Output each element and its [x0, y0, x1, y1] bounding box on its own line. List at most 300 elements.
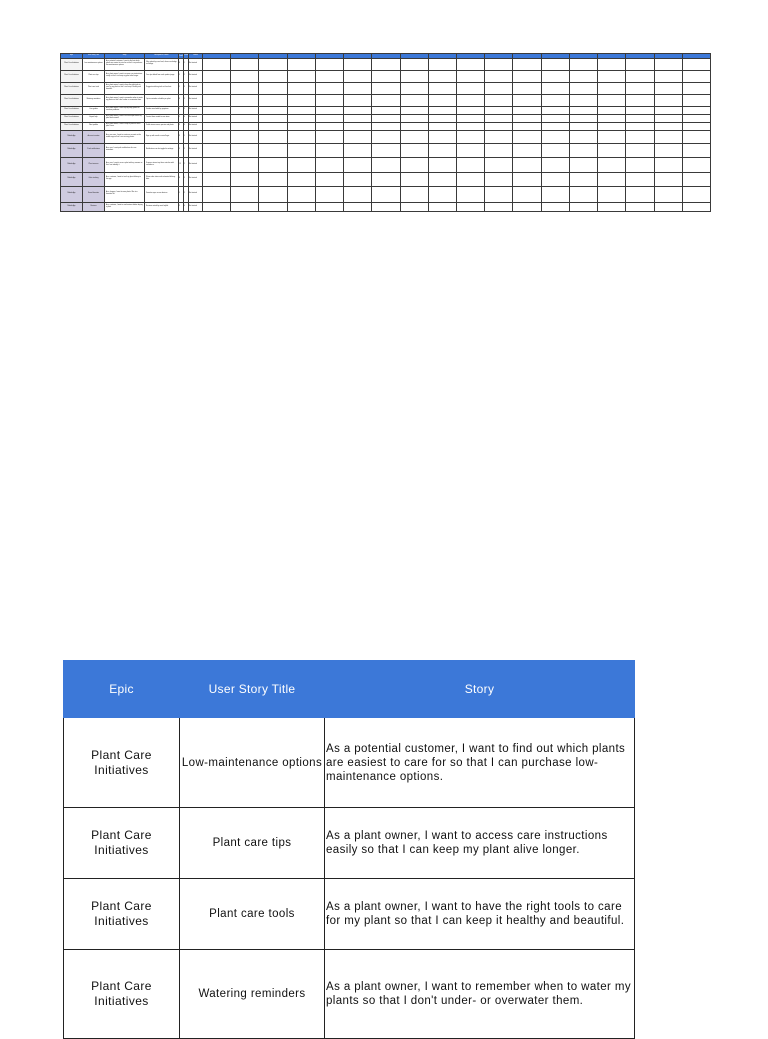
- thumbnail-empty-cell: [259, 82, 287, 94]
- thumbnail-empty-cell: [626, 157, 654, 172]
- thumbnail-title-cell: Plant scanner: [83, 157, 105, 172]
- thumbnail-empty-cell: [654, 202, 682, 211]
- thumbnail-empty-cell: [682, 106, 710, 114]
- thumbnail-empty-cell: [598, 143, 626, 157]
- thumbnail-row: [61, 94, 711, 106]
- thumbnail-empty-cell: [626, 122, 654, 130]
- thumbnail-empty-cell: [513, 70, 541, 82]
- thumbnail-empty-cell: [541, 130, 569, 143]
- thumbnail-empty-cell: [654, 143, 682, 157]
- sheet-thumbnail: [60, 53, 711, 212]
- thumbnail-empty-cell: [372, 106, 400, 114]
- thumbnail-title-cell: Expert help: [83, 114, 105, 122]
- thumbnail-empty-cell: [682, 130, 710, 143]
- thumbnail-row: [61, 130, 711, 143]
- thumbnail-empty-cell: [259, 114, 287, 122]
- thumbnail-empty-cell: [485, 143, 513, 157]
- thumbnail-empty-cell: [541, 94, 569, 106]
- epic-cell: Plant Care Initiatives: [64, 879, 180, 950]
- user-story-table: [63, 660, 635, 1039]
- thumbnail-empty-cell: [372, 114, 400, 122]
- thumbnail-empty-cell: [569, 186, 597, 202]
- thumbnail-epic-cell: Mobile App: [61, 202, 83, 211]
- thumbnail-empty-cell: [372, 70, 400, 82]
- thumbnail-empty-cell: [682, 58, 710, 70]
- thumbnail-empty-cell: [598, 186, 626, 202]
- thumbnail-empty-cell: [231, 106, 259, 114]
- story-row: [64, 950, 635, 1039]
- thumbnail-row: [61, 202, 711, 211]
- thumbnail-points-cell: 13: [179, 157, 184, 172]
- story-row: [64, 879, 635, 950]
- thumbnail-empty-cell: [654, 186, 682, 202]
- thumbnail-header-cell: Epic: [61, 54, 83, 59]
- thumbnail-empty-cell: [287, 143, 315, 157]
- thumbnail-title-cell: Care guides: [83, 106, 105, 114]
- thumbnail-empty-cell: [598, 172, 626, 186]
- thumbnail-row: [61, 106, 711, 114]
- thumbnail-title-cell: Plant profiles: [83, 122, 105, 130]
- thumbnail-empty-cell: [456, 114, 484, 122]
- thumbnail-empty-cell: [203, 70, 231, 82]
- thumbnail-empty-cell: [654, 58, 682, 70]
- thumbnail-empty-cell: [456, 186, 484, 202]
- story-cell: As a plant owner, I want to access care instructions easily so that I can keep my plant alive longer.: [325, 808, 635, 879]
- thumbnail-points-cell: 5: [179, 70, 184, 82]
- thumbnail-empty-cell: [203, 202, 231, 211]
- thumbnail-empty-cell: [315, 82, 343, 94]
- thumbnail-empty-cell: [203, 130, 231, 143]
- thumbnail-empty-cell: [287, 58, 315, 70]
- thumbnail-criteria-cell: Show order status and estimated delivery date.: [145, 172, 179, 186]
- thumbnail-status-cell: Not started: [189, 122, 203, 130]
- thumbnail-empty-cell: [231, 82, 259, 94]
- thumbnail-empty-cell: [598, 106, 626, 114]
- thumbnail-empty-cell: [598, 130, 626, 143]
- thumbnail-epic-cell: Plant Care Initiatives: [61, 58, 83, 70]
- thumbnail-empty-cell: [428, 202, 456, 211]
- thumbnail-story-cell: As a plant owner, I want to remember when to water my plants so that I don't under- or overwater them.: [105, 94, 145, 106]
- thumbnail-priority-cell: 3: [184, 172, 189, 186]
- epic-column-header: Epic: [64, 661, 180, 718]
- thumbnail-status-cell: Not started: [189, 94, 203, 106]
- thumbnail-empty-cell: [372, 82, 400, 94]
- thumbnail-empty-cell: [259, 186, 287, 202]
- thumbnail-empty-cell: [513, 106, 541, 114]
- thumbnail-row: [61, 143, 711, 157]
- thumbnail-empty-cell: [682, 114, 710, 122]
- thumbnail-empty-cell: [287, 106, 315, 114]
- thumbnail-empty-cell: [626, 143, 654, 157]
- thumbnail-empty-cell: [231, 70, 259, 82]
- thumbnail-empty-cell: [682, 186, 710, 202]
- thumbnail-empty-cell: [428, 143, 456, 157]
- thumbnail-empty-cell: [400, 186, 428, 202]
- thumbnail-empty-cell: [485, 114, 513, 122]
- thumbnail-empty-cell: [231, 130, 259, 143]
- thumbnail-empty-cell: [287, 172, 315, 186]
- thumbnail-empty-cell: [654, 157, 682, 172]
- thumbnail-empty-cell: [626, 114, 654, 122]
- thumbnail-header-cell: Story Points: [179, 54, 184, 57]
- thumbnail-empty-cell: [626, 106, 654, 114]
- thumbnail-status-cell: Not started: [189, 143, 203, 157]
- thumbnail-empty-cell: [203, 157, 231, 172]
- thumbnail-story-cell: As a customer, I want to read reviews before buying a plant.: [105, 202, 145, 211]
- thumbnail-empty-cell: [598, 122, 626, 130]
- thumbnail-empty-cell: [598, 157, 626, 172]
- thumbnail-empty-cell: [259, 172, 287, 186]
- thumbnail-empty-cell: [569, 143, 597, 157]
- thumbnail-criteria-cell: Notifications can be toggled in settings.: [145, 143, 179, 157]
- thumbnail-row: [61, 157, 711, 172]
- thumbnail-empty-cell: [485, 94, 513, 106]
- thumbnail-empty-cell: [203, 94, 231, 106]
- thumbnail-priority-cell: 4: [184, 114, 189, 122]
- thumbnail-criteria-cell: Suggest matching tools at checkout.: [145, 82, 179, 94]
- thumbnail-points-cell: 5: [179, 143, 184, 157]
- thumbnail-empty-cell: [541, 186, 569, 202]
- thumbnail-empty-cell: [513, 122, 541, 130]
- thumbnail-empty-cell: [400, 70, 428, 82]
- thumbnail-row: [61, 70, 711, 82]
- thumbnail-story-cell: As a plant owner, I want to have the right tools to care for my plant so that I can keep it healthy and beautiful.: [105, 82, 145, 94]
- thumbnail-header-cell: Story: [105, 54, 145, 59]
- thumbnail-status-cell: Not started: [189, 106, 203, 114]
- thumbnail-empty-cell: [485, 122, 513, 130]
- thumbnail-empty-cell: [372, 186, 400, 202]
- thumbnail-title-cell: Watering reminders: [83, 94, 105, 106]
- thumbnail-empty-cell: [428, 82, 456, 94]
- thumbnail-empty-cell: [682, 82, 710, 94]
- thumbnail-empty-cell: [598, 58, 626, 70]
- thumbnail-empty-cell: [456, 130, 484, 143]
- thumbnail-empty-cell: [428, 94, 456, 106]
- story-cell: As a potential customer, I want to find out which plants are easiest to care for so that I can purchase low-maintenance options.: [325, 718, 635, 808]
- thumbnail-story-cell: As a user, I want to scan a plant with my camera so that I can identify it.: [105, 157, 145, 172]
- thumbnail-empty-cell: [654, 94, 682, 106]
- thumbnail-empty-cell: [344, 106, 372, 114]
- thumbnail-empty-cell: [372, 202, 400, 211]
- thumbnail-empty-cell: [344, 114, 372, 122]
- thumbnail-empty-cell: [485, 186, 513, 202]
- thumbnail-priority-cell: 2: [184, 70, 189, 82]
- thumbnail-header-cell: Acceptance Criteria: [145, 54, 179, 59]
- thumbnail-empty-cell: [231, 94, 259, 106]
- thumbnail-empty-cell: [485, 58, 513, 70]
- thumbnail-empty-cell: [541, 122, 569, 130]
- thumbnail-empty-cell: [344, 186, 372, 202]
- thumbnail-empty-cell: [541, 58, 569, 70]
- thumbnail-empty-cell: [203, 186, 231, 202]
- thumbnail-title-cell: Plant care tips: [83, 70, 105, 82]
- thumbnail-criteria-cell: Sign up with email or social login.: [145, 130, 179, 143]
- thumbnail-empty-cell: [203, 114, 231, 122]
- thumbnail-empty-cell: [541, 172, 569, 186]
- thumbnail-empty-cell: [569, 106, 597, 114]
- thumbnail-empty-cell: [626, 130, 654, 143]
- thumbnail-status-cell: Not started: [189, 130, 203, 143]
- thumbnail-criteria-cell: Filter plants by care level; show care badge on listings.: [145, 58, 179, 70]
- thumbnail-empty-cell: [598, 70, 626, 82]
- thumbnail-empty-cell: [682, 94, 710, 106]
- thumbnail-points-cell: 8: [179, 130, 184, 143]
- thumbnail-epic-cell: Mobile App: [61, 186, 83, 202]
- thumbnail-empty-cell: [287, 186, 315, 202]
- thumbnail-criteria-cell: Contact form routed to care team.: [145, 114, 179, 122]
- thumbnail-empty-cell: [598, 114, 626, 122]
- thumbnail-empty-cell: [513, 130, 541, 143]
- thumbnail-empty-cell: [513, 58, 541, 70]
- thumbnail-empty-cell: [372, 157, 400, 172]
- thumbnail-priority-cell: 3: [184, 82, 189, 94]
- thumbnail-empty-cell: [259, 70, 287, 82]
- thumbnail-epic-cell: Mobile App: [61, 157, 83, 172]
- thumbnail-story-cell: As a new user, I want to create an account on the mobile app so that I can save my plants.: [105, 130, 145, 143]
- thumbnail-points-cell: 8: [179, 94, 184, 106]
- thumbnail-empty-cell: [598, 82, 626, 94]
- thumbnail-title-cell: Saved favorites: [83, 186, 105, 202]
- thumbnail-empty-cell: [654, 172, 682, 186]
- story-column-header: Story: [325, 661, 635, 718]
- thumbnail-epic-cell: Plant Care Initiatives: [61, 114, 83, 122]
- thumbnail-epic-cell: Plant Care Initiatives: [61, 70, 83, 82]
- thumbnail-story-cell: As a potential customer, I want to find out which plants are easiest to care for so that I can purchase low-maintenance options.: [105, 58, 145, 70]
- thumbnail-row: [61, 114, 711, 122]
- thumbnail-empty-cell: [485, 82, 513, 94]
- thumbnail-empty-cell: [231, 114, 259, 122]
- thumbnail-empty-cell: [203, 82, 231, 94]
- thumbnail-empty-cell: [456, 172, 484, 186]
- thumbnail-empty-cell: [231, 143, 259, 157]
- thumbnail-empty-cell: [428, 130, 456, 143]
- thumbnail-empty-cell: [456, 122, 484, 130]
- thumbnail-empty-cell: [428, 114, 456, 122]
- thumbnail-empty-cell: [203, 106, 231, 114]
- thumbnail-points-cell: 8: [179, 58, 184, 70]
- thumbnail-empty-cell: [513, 186, 541, 202]
- thumbnail-empty-cell: [456, 94, 484, 106]
- thumbnail-empty-cell: [485, 172, 513, 186]
- thumbnail-empty-cell: [485, 157, 513, 172]
- thumbnail-criteria-cell: Opt-in reminder schedule per plant.: [145, 94, 179, 106]
- thumbnail-header-cell: Status: [189, 54, 203, 59]
- thumbnail-empty-cell: [400, 106, 428, 114]
- thumbnail-empty-cell: [287, 157, 315, 172]
- thumbnail-empty-cell: [626, 186, 654, 202]
- thumbnail-empty-cell: [400, 157, 428, 172]
- thumbnail-empty-cell: [456, 143, 484, 157]
- thumbnail-empty-cell: [259, 58, 287, 70]
- title-cell: Low-maintenance options: [180, 718, 325, 808]
- thumbnail-story-cell: As a customer, I want to track my plant delivery in the app.: [105, 172, 145, 186]
- thumbnail-status-cell: Not started: [189, 172, 203, 186]
- thumbnail-empty-cell: [259, 122, 287, 130]
- title-cell: Plant care tools: [180, 879, 325, 950]
- thumbnail-empty-cell: [372, 58, 400, 70]
- epic-cell: Plant Care Initiatives: [64, 808, 180, 879]
- thumbnail-empty-cell: [315, 106, 343, 114]
- thumbnail-empty-cell: [287, 202, 315, 211]
- thumbnail-empty-cell: [569, 172, 597, 186]
- thumbnail-empty-cell: [203, 172, 231, 186]
- thumbnail-empty-cell: [344, 157, 372, 172]
- thumbnail-empty-cell: [372, 122, 400, 130]
- thumbnail-story-cell: As a plant owner, I want to ask an expert when my plant looks unwell.: [105, 114, 145, 122]
- thumbnail-empty-cell: [203, 58, 231, 70]
- thumbnail-priority-cell: 1: [184, 58, 189, 70]
- thumbnail-empty-cell: [231, 58, 259, 70]
- thumbnail-header-cell: User Story Title: [83, 54, 105, 59]
- thumbnail-empty-cell: [682, 122, 710, 130]
- thumbnail-empty-cell: [400, 202, 428, 211]
- thumbnail-empty-cell: [315, 143, 343, 157]
- thumbnail-empty-cell: [400, 114, 428, 122]
- thumbnail-empty-cell: [400, 94, 428, 106]
- story-row: [64, 718, 635, 808]
- title-cell: Plant care tips: [180, 808, 325, 879]
- thumbnail-empty-cell: [682, 172, 710, 186]
- thumbnail-status-cell: Not started: [189, 114, 203, 122]
- thumbnail-empty-cell: [372, 130, 400, 143]
- title-cell: Watering reminders: [180, 950, 325, 1039]
- thumbnail-priority-cell: 2: [184, 157, 189, 172]
- thumbnail-empty-cell: [626, 202, 654, 211]
- thumbnail-empty-cell: [400, 122, 428, 130]
- thumbnail-empty-cell: [541, 114, 569, 122]
- thumbnail-row: [61, 82, 711, 94]
- story-row: [64, 808, 635, 879]
- thumbnail-epic-cell: Mobile App: [61, 130, 83, 143]
- thumbnail-empty-cell: [428, 157, 456, 172]
- thumbnail-empty-cell: [344, 58, 372, 70]
- thumbnail-empty-cell: [541, 70, 569, 82]
- thumbnail-empty-cell: [682, 202, 710, 211]
- thumbnail-empty-cell: [428, 122, 456, 130]
- thumbnail-empty-cell: [485, 106, 513, 114]
- thumbnail-empty-cell: [485, 202, 513, 211]
- thumbnail-empty-cell: [569, 82, 597, 94]
- thumbnail-empty-cell: [315, 58, 343, 70]
- thumbnail-empty-cell: [598, 94, 626, 106]
- thumbnail-empty-cell: [541, 157, 569, 172]
- thumbnail-body: [61, 58, 711, 211]
- thumbnail-empty-cell: [287, 122, 315, 130]
- epic-cell: Plant Care Initiatives: [64, 718, 180, 808]
- thumbnail-title-cell: Account creation: [83, 130, 105, 143]
- thumbnail-empty-cell: [513, 82, 541, 94]
- thumbnail-empty-cell: [259, 94, 287, 106]
- thumbnail-empty-cell: [400, 172, 428, 186]
- thumbnail-empty-cell: [287, 130, 315, 143]
- thumbnail-empty-cell: [315, 130, 343, 143]
- thumbnail-empty-cell: [541, 202, 569, 211]
- thumbnail-empty-cell: [513, 172, 541, 186]
- thumbnail-empty-cell: [654, 82, 682, 94]
- title-column-header: User Story Title: [180, 661, 325, 718]
- thumbnail-empty-cell: [287, 70, 315, 82]
- thumbnail-empty-cell: [231, 157, 259, 172]
- thumbnail-empty-cell: [654, 70, 682, 82]
- thumbnail-priority-cell: 3: [184, 186, 189, 202]
- thumbnail-status-cell: Not started: [189, 186, 203, 202]
- thumbnail-empty-cell: [682, 143, 710, 157]
- thumbnail-priority-cell: 2: [184, 143, 189, 157]
- thumbnail-empty-cell: [456, 157, 484, 172]
- thumbnail-empty-cell: [344, 202, 372, 211]
- thumbnail-empty-cell: [287, 94, 315, 106]
- thumbnail-status-cell: Not started: [189, 82, 203, 94]
- thumbnail-empty-cell: [231, 186, 259, 202]
- thumbnail-priority-cell: 3: [184, 106, 189, 114]
- thumbnail-status-cell: Not started: [189, 202, 203, 211]
- thumbnail-empty-cell: [372, 143, 400, 157]
- thumbnail-empty-cell: [598, 202, 626, 211]
- thumbnail-empty-cell: [456, 82, 484, 94]
- thumbnail-empty-cell: [372, 94, 400, 106]
- thumbnail-empty-cell: [344, 130, 372, 143]
- thumbnail-empty-cell: [428, 186, 456, 202]
- thumbnail-empty-cell: [682, 157, 710, 172]
- thumbnail-empty-cell: [541, 82, 569, 94]
- thumbnail-points-cell: 5: [179, 82, 184, 94]
- thumbnail-empty-cell: [344, 82, 372, 94]
- thumbnail-empty-cell: [287, 82, 315, 94]
- thumbnail-priority-cell: 1: [184, 130, 189, 143]
- thumbnail-empty-cell: [513, 143, 541, 157]
- thumbnail-empty-cell: [400, 58, 428, 70]
- thumbnail-empty-cell: [315, 172, 343, 186]
- thumbnail-empty-cell: [315, 70, 343, 82]
- thumbnail-row: [61, 58, 711, 70]
- thumbnail-title-cell: Plant care tools: [83, 82, 105, 94]
- thumbnail-empty-cell: [231, 172, 259, 186]
- thumbnail-row: [61, 122, 711, 130]
- thumbnail-empty-cell: [203, 143, 231, 157]
- thumbnail-empty-cell: [428, 106, 456, 114]
- thumbnail-empty-cell: [654, 130, 682, 143]
- thumbnail-status-cell: Not started: [189, 70, 203, 82]
- thumbnail-empty-cell: [259, 130, 287, 143]
- thumbnail-empty-cell: [287, 114, 315, 122]
- thumbnail-empty-cell: [626, 94, 654, 106]
- thumbnail-empty-cell: [456, 70, 484, 82]
- thumbnail-empty-cell: [315, 157, 343, 172]
- story-header-row: [64, 661, 635, 718]
- thumbnail-empty-cell: [372, 172, 400, 186]
- thumbnail-criteria-cell: Care tips linked from each product page.: [145, 70, 179, 82]
- thumbnail-empty-cell: [315, 186, 343, 202]
- thumbnail-empty-cell: [626, 58, 654, 70]
- thumbnail-empty-cell: [569, 122, 597, 130]
- thumbnail-epic-cell: Plant Care Initiatives: [61, 82, 83, 94]
- thumbnail-points-cell: 3: [179, 122, 184, 130]
- thumbnail-empty-cell: [259, 157, 287, 172]
- thumbnail-empty-cell: [259, 106, 287, 114]
- story-cell: As a plant owner, I want to have the right tools to care for my plant so that I can keep it healthy and beautiful.: [325, 879, 635, 950]
- thumbnail-empty-cell: [400, 130, 428, 143]
- thumbnail-criteria-cell: Favorites sync across devices.: [145, 186, 179, 202]
- thumbnail-empty-cell: [541, 106, 569, 114]
- thumbnail-empty-cell: [485, 130, 513, 143]
- thumbnail-empty-cell: [428, 172, 456, 186]
- thumbnail-points-cell: 5: [179, 186, 184, 202]
- thumbnail-points-cell: 5: [179, 114, 184, 122]
- thumbnail-empty-cell: [344, 94, 372, 106]
- thumbnail-empty-cell: [400, 143, 428, 157]
- thumbnail-empty-cell: [626, 70, 654, 82]
- thumbnail-epic-cell: Plant Care Initiatives: [61, 94, 83, 106]
